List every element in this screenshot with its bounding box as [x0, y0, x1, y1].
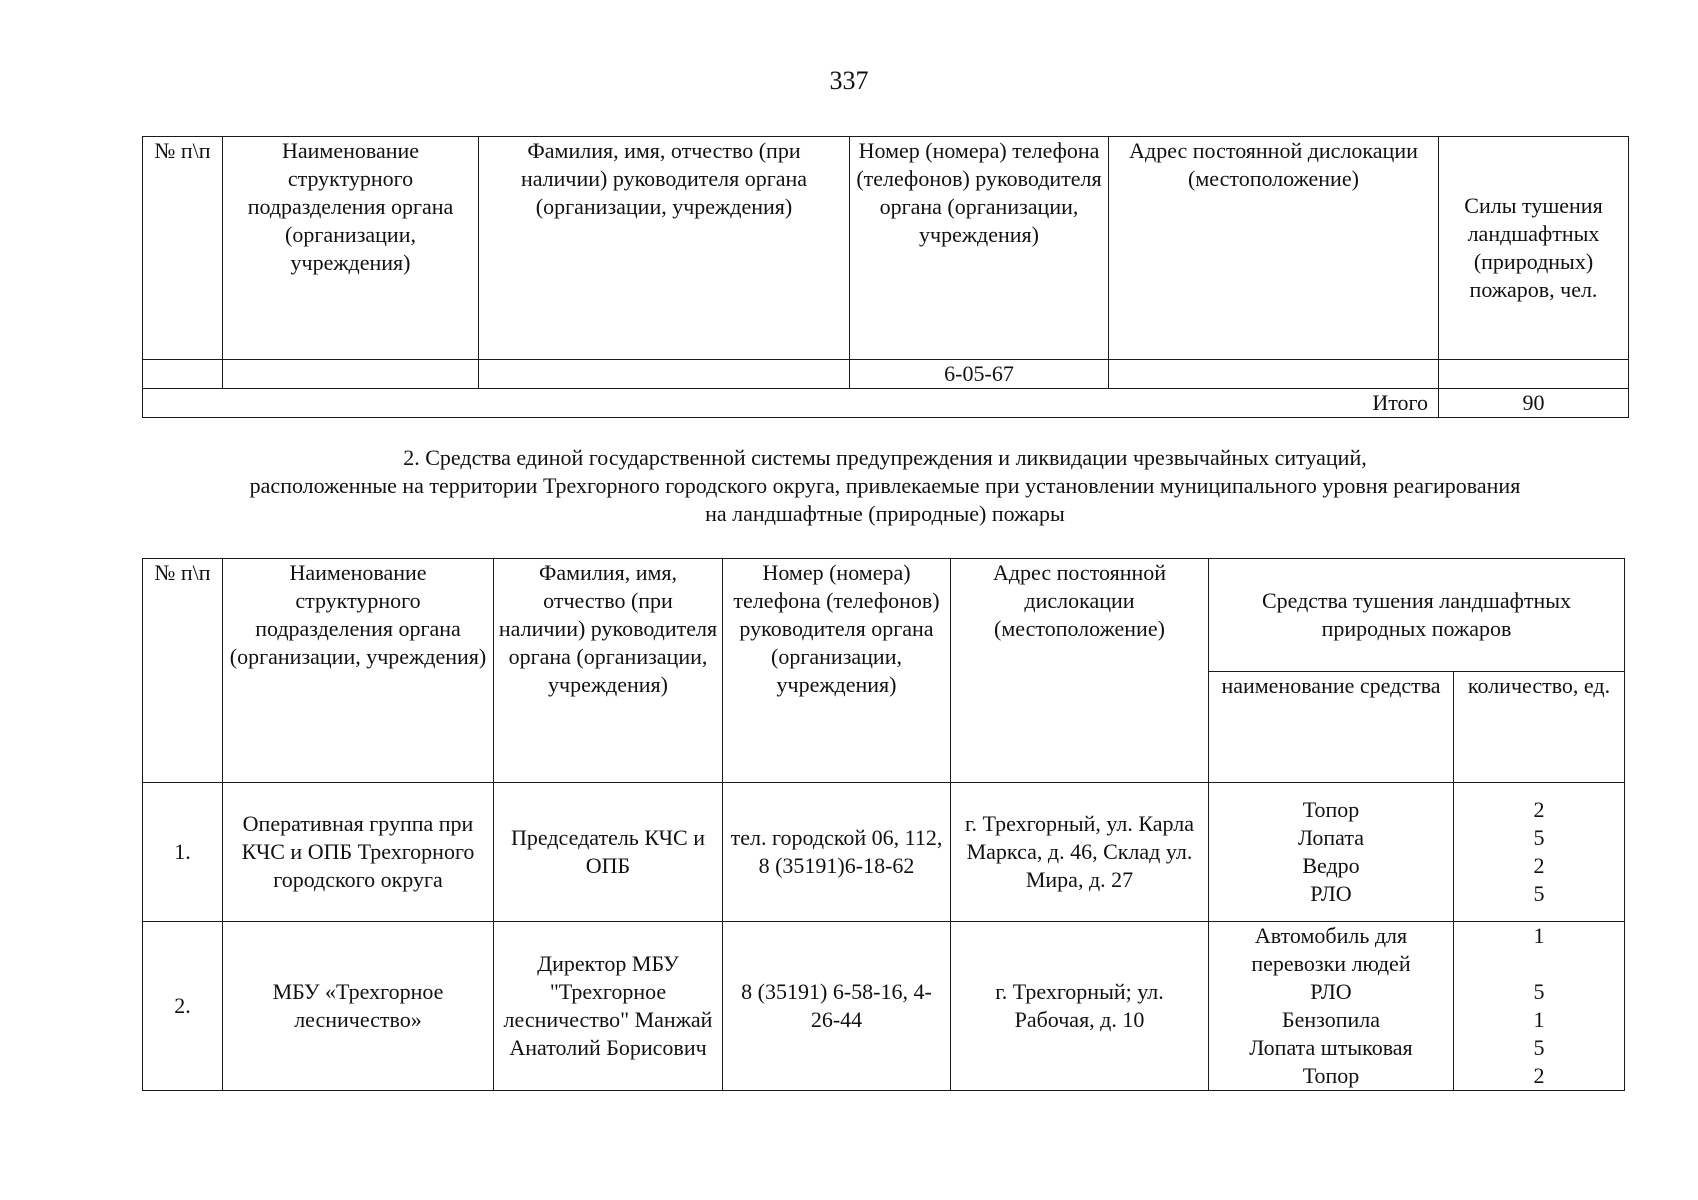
header-number: № п\п — [143, 559, 223, 783]
qty-item: 1 — [1533, 1007, 1545, 1032]
cell-number — [143, 360, 223, 389]
qty-item: 2 — [1533, 853, 1545, 878]
header-phone: Номер (номера) телефона (телефонов) руководителя органа (организации, учреждения) — [850, 137, 1109, 360]
table-fire-forces — [142, 136, 1629, 418]
page-number: 337 — [829, 66, 869, 95]
cell-address — [1109, 360, 1439, 389]
header-unit-name: Наименование структурного подразделения органа (организации, учреждения) — [223, 137, 479, 360]
section-2-title — [142, 444, 1628, 528]
total-row — [143, 389, 1629, 418]
table-row — [143, 922, 1625, 1091]
header-means: Средства тушения ландшафтных природных пожаров — [1209, 559, 1625, 672]
cell-forces — [1439, 360, 1629, 389]
cell-head-name: Председатель КЧС и ОПБ — [494, 783, 723, 922]
qty-item: 5 — [1533, 825, 1545, 850]
section-title-line: 2. Средства единой государственной системы предупреждения и ликвидации чрезвычайных ситуаций, — [403, 445, 1367, 470]
cell-phone: 8 (35191) 6-58-16, 4-26-44 — [723, 922, 951, 1091]
qty-item: 5 — [1533, 881, 1545, 906]
means-item: Автомобиль для перевозки людей — [1251, 923, 1411, 976]
table-row — [143, 360, 1629, 389]
means-item: Топор — [1302, 797, 1360, 822]
qty-item: 1 — [1533, 923, 1545, 948]
header-means-name: наименование средства — [1209, 672, 1454, 783]
cell-phone: 6-05-67 — [850, 360, 1109, 389]
cell-address: г. Трехгорный; ул. Рабочая, д. 10 — [951, 922, 1209, 1091]
table-emergency-means — [142, 558, 1625, 1091]
qty-item: 2 — [1533, 1063, 1545, 1088]
means-item: Бензопила — [1281, 1007, 1381, 1032]
means-item: Лопата штыковая — [1249, 1035, 1413, 1060]
cell-unit-name — [223, 360, 479, 389]
qty-item: 5 — [1533, 1035, 1545, 1060]
cell-number: 2. — [143, 922, 223, 1091]
table-row — [143, 783, 1625, 922]
qty-item: 2 — [1533, 797, 1545, 822]
header-number: № п\п — [143, 137, 223, 360]
header-head-name: Фамилия, имя, отчество (при наличии) руководителя органа (организации, учреждения) — [479, 137, 850, 360]
means-item: РЛО — [1310, 881, 1352, 906]
cell-qty-list — [1454, 922, 1625, 1091]
means-item: Ведро — [1302, 853, 1360, 878]
cell-head-name — [479, 360, 850, 389]
total-label: Итого — [143, 389, 1439, 418]
cell-number: 1. — [143, 783, 223, 922]
cell-address: г. Трехгорный, ул. Карла Маркса, д. 46, Склад ул. Мира, д. 27 — [951, 783, 1209, 922]
header-phone: Номер (номера) телефона (телефонов) руководителя органа (организации, учреждения) — [723, 559, 951, 783]
qty-item: 5 — [1533, 979, 1545, 1004]
cell-unit-name: Оперативная группа при КЧС и ОПБ Трехгорного городского округа — [223, 783, 494, 922]
means-item: Лопата — [1298, 825, 1364, 850]
cell-means-list — [1209, 783, 1454, 922]
qty-item — [1458, 950, 1620, 978]
cell-qty-list — [1454, 783, 1625, 922]
header-forces: Силы тушения ландшафтных (природных) пожаров, чел. — [1439, 137, 1629, 360]
header-address: Адрес постоянной дислокации (местоположение) — [951, 559, 1209, 783]
header-unit-name: Наименование структурного подразделения органа (организации, учреждения) — [223, 559, 494, 783]
header-means-qty: количество, ед. — [1454, 672, 1625, 783]
header-address: Адрес постоянной дислокации (местоположение) — [1109, 137, 1439, 360]
cell-means-list — [1209, 922, 1454, 1091]
cell-phone: тел. городской 06, 112, 8 (35191)6-18-62 — [723, 783, 951, 922]
cell-unit-name: МБУ «Трехгорное лесничество» — [223, 922, 494, 1091]
cell-head-name: Директор МБУ "Трехгорное лесничество" Манжай Анатолий Борисович — [494, 922, 723, 1091]
header-head-name: Фамилия, имя, отчество (при наличии) руководителя органа (организации, учреждения) — [494, 559, 723, 783]
means-item: Топор — [1302, 1063, 1360, 1088]
section-title-line: расположенные на территории Трехгорного городского округа, привлекаемые при установлении муниципального уровня реагирования — [249, 473, 1521, 498]
means-item: РЛО — [1310, 979, 1352, 1004]
section-title-line: на ландшафтные (природные) пожары — [705, 501, 1065, 526]
total-value: 90 — [1439, 389, 1629, 418]
